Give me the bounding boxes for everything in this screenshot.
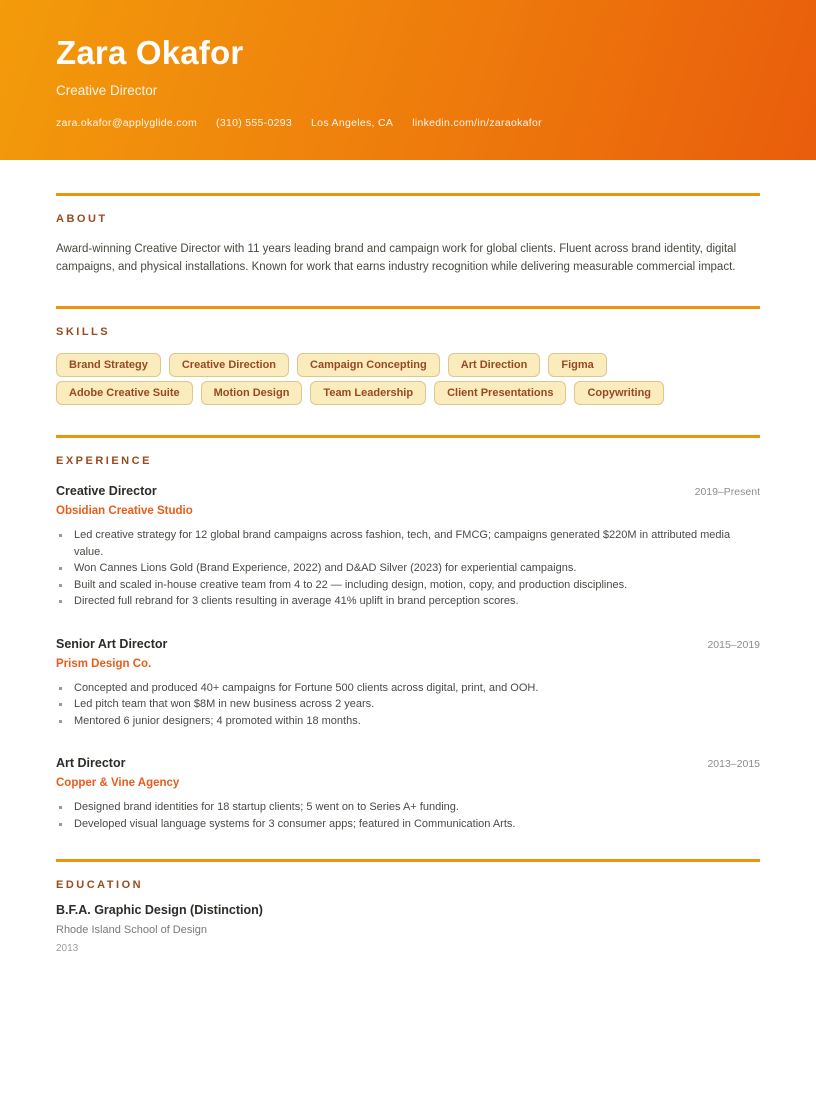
contact-location: Los Angeles, CA <box>311 117 394 129</box>
job-entry <box>56 637 760 730</box>
about-section <box>56 193 760 276</box>
job-bullet: Developed visual language systems for 3 consumer apps; featured in Communication Arts. <box>56 816 760 833</box>
job-dates: 2019–Present <box>694 486 760 498</box>
about-text: Award-winning Creative Director with 11 years leading brand and campaign work for global clients. Fluent across brand identity, digital campaigns, and physical installations. Known for work that earns industry recognition while delivering measurable commercial impact. <box>56 243 737 273</box>
education-degree: B.F.A. Graphic Design (Distinction) <box>56 903 263 917</box>
skill-pill: Motion Design <box>201 381 303 405</box>
job-bullet: Led creative strategy for 12 global brand campaigns across fashion, tech, and FMCG; campaigns generated $220M in attributed media value. <box>56 527 760 560</box>
education-heading: EDUCATION <box>56 879 144 891</box>
job-dates: 2015–2019 <box>707 638 760 651</box>
job-bullet: Mentored 6 junior designers; 4 promoted within 18 months. <box>56 713 760 730</box>
job-bullet-list <box>56 527 760 610</box>
job-company: Copper & Vine Agency <box>56 777 180 789</box>
skills-pill-list <box>56 353 716 405</box>
job-head <box>56 637 760 651</box>
skill-pill: Client Presentations <box>434 381 566 405</box>
job-bullet: Directed full rebrand for 3 clients resulting in average 41% uplift in brand perception scores. <box>56 593 760 610</box>
job-bullet: Built and scaled in-house creative team from 4 to 22 — including design, motion, copy, and production disciplines. <box>56 577 760 594</box>
job-bullet: Led pitch team that won $8M in new business across 2 years. <box>56 696 760 713</box>
skill-pill: Creative Direction <box>169 353 289 377</box>
contact-phone: (310) 555-0293 <box>216 117 293 129</box>
job-title: Creative Director <box>56 484 157 498</box>
job-head <box>56 756 760 770</box>
resume-body <box>0 193 816 954</box>
job-company: Obsidian Creative Studio <box>56 505 193 517</box>
job-bullet: Concepted and produced 40+ campaigns for Fortune 500 clients across digital, print, and OOH. <box>56 680 760 697</box>
education-section <box>56 859 760 954</box>
contact-row <box>56 117 760 129</box>
candidate-title: Creative Director <box>56 83 158 98</box>
skill-pill: Adobe Creative Suite <box>56 381 193 405</box>
job-company: Prism Design Co. <box>56 657 152 670</box>
job-entry <box>56 484 760 610</box>
job-head <box>56 484 760 498</box>
skills-section <box>56 306 760 405</box>
skill-pill: Figma <box>548 353 606 377</box>
job-title: Senior Art Director <box>56 636 168 651</box>
job-bullet-list <box>56 799 760 832</box>
resume-header <box>0 0 816 160</box>
experience-heading: EXPERIENCE <box>56 455 152 467</box>
skill-pill: Brand Strategy <box>56 353 161 377</box>
skill-pill: Campaign Concepting <box>297 353 440 377</box>
skill-pill: Team Leadership <box>310 381 426 405</box>
contact-email[interactable]: zara.okafor@applyglide.com <box>56 117 198 129</box>
job-bullet-list <box>56 680 760 730</box>
about-heading: ABOUT <box>56 213 108 225</box>
education-year: 2013 <box>56 943 79 954</box>
job-bullet: Designed brand identities for 18 startup clients; 5 went on to Series A+ funding. <box>56 799 760 816</box>
job-entry <box>56 756 760 832</box>
skill-pill: Copywriting <box>574 381 664 405</box>
job-bullet: Won Cannes Lions Gold (Brand Experience, 2022) and D&AD Silver (2023) for experiential campaigns. <box>56 560 760 577</box>
candidate-name: Zara Okafor <box>56 34 244 71</box>
skills-heading: SKILLS <box>56 326 111 338</box>
skill-pill: Art Direction <box>448 353 541 377</box>
experience-section <box>56 435 760 832</box>
job-title: Art Director <box>56 756 126 770</box>
job-dates: 2013–2015 <box>707 758 760 770</box>
contact-linkedin[interactable]: linkedin.com/in/zaraokafor <box>412 117 542 129</box>
education-school: Rhode Island School of Design <box>56 924 208 936</box>
